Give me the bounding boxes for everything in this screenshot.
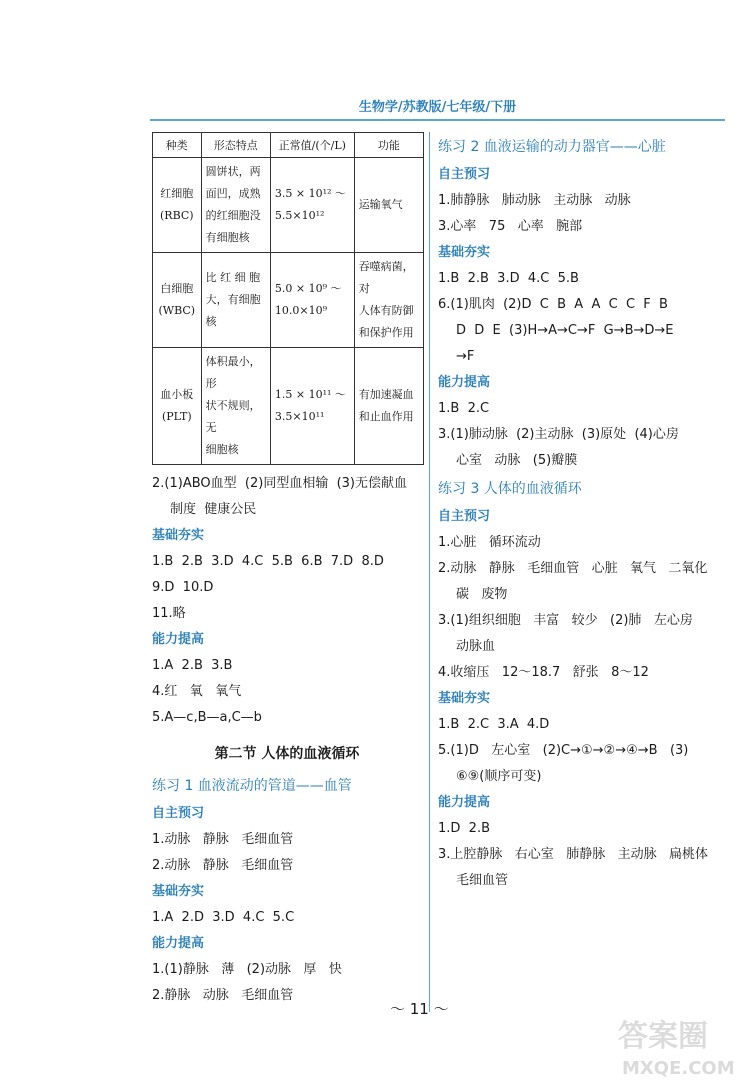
answer-line: 9.D 10.D (152, 580, 214, 595)
answer-line: 4.收缩压 12～18.7 舒张 8～12 (438, 665, 649, 680)
answer-line: 1.心脏 循环流动 (438, 535, 541, 550)
cell-shape: 比 红 细 胞 大，有细胞 核 (201, 253, 270, 348)
cell-value: 5.0 × 10⁹ ～ 10.0×10⁹ (270, 253, 354, 348)
answer-line: 6.(1)肌肉 (2)D C B A A C C F B (438, 297, 668, 312)
answer-line: 1.B 2.C (438, 401, 490, 416)
answer-line: D D E (3)H→A→C→F G→B→D→E (456, 323, 674, 338)
watermark-url: MXQE.COM (622, 1058, 735, 1079)
answer-line: 3.上腔静脉 右心室 肺静脉 主动脉 扁桃体 (438, 847, 708, 862)
subsection-label: 能力提高 (152, 936, 205, 951)
table-header-cell: 功能 (354, 133, 423, 158)
exercise-title: 练习 2 血液运输的动力器官——心脏 (438, 139, 666, 155)
answer-line: →F (456, 349, 475, 364)
table-header-cell: 正常值/(个/L) (270, 133, 354, 158)
subsection-label: 能力提高 (438, 795, 491, 810)
subsection-label: 能力提高 (438, 375, 491, 390)
page-number: ～ 11 ～ (390, 1000, 449, 1018)
answer-line: 1.(1)静脉 薄 (2)动脉 厚 快 (152, 962, 342, 977)
watermark-logo (614, 1012, 744, 1080)
cell-value: 1.5 × 10¹¹ ～ 3.5×10¹¹ (270, 348, 354, 465)
subsection-label: 基础夯实 (152, 884, 205, 899)
answer-line: 制度 健康公民 (170, 502, 257, 517)
right-column (438, 132, 728, 894)
table-header-cell: 形态特点 (201, 133, 270, 158)
column-divider (429, 132, 430, 1012)
answer-line: 1.B 2.C 3.A 4.D (438, 717, 550, 732)
section-title: 第二节 人体的血液循环 (214, 746, 360, 762)
answer-line: 3.(1)肺动脉 (2)主动脉 (3)原处 (4)心房 (438, 427, 679, 442)
subsection-label: 自主预习 (438, 509, 491, 524)
answer-line: 心室 动脉 (5)瓣膜 (456, 453, 578, 468)
subsection-label: 基础夯实 (438, 691, 491, 706)
answer-line: 3.心率 75 心率 腕部 (438, 219, 583, 234)
answer-line: 1.B 2.B 3.D 4.C 5.B 6.B 7.D 8.D (152, 554, 384, 569)
subsection-label: 基础夯实 (438, 245, 491, 260)
header-rule (150, 119, 725, 121)
cell-type: 白细胞 (WBC) (153, 253, 202, 348)
cell-value: 3.5 × 10¹² ～ 5.5×10¹² (270, 158, 354, 253)
answer-line: 11.略 (152, 606, 186, 621)
answer-line: 1.动脉 静脉 毛细血管 (152, 832, 294, 847)
running-header: 生物学/苏教版/七年级/下册 (358, 100, 517, 115)
cell-shape: 体积最小，形 状不规则，无 细胞核 (201, 348, 270, 465)
cell-type: 红细胞 (RBC) (153, 158, 202, 253)
watermark-text: 答案圈 (618, 1019, 708, 1054)
table-row (153, 253, 424, 348)
answer-line: 5.(1)D 左心室 (2)C→①→②→④→B (3) (438, 743, 689, 758)
cell-function: 运输氧气 (354, 158, 423, 253)
answer-line: 5.A—c,B—a,C—b (152, 710, 262, 725)
answer-line: 1.A 2.D 3.D 4.C 5.C (152, 910, 295, 925)
left-column (152, 132, 422, 1009)
subsection-label: 自主预习 (438, 167, 491, 182)
answer-line: 1.D 2.B (438, 821, 490, 836)
exercise-title: 练习 3 人体的血液循环 (438, 481, 582, 497)
subsection-label: 能力提高 (152, 632, 205, 647)
answer-line: 1.A 2.B 3.B (152, 658, 233, 673)
answer-line: ⑥⑨(顺序可变) (456, 769, 542, 784)
cell-function: 吞噬病菌，对 人体有防御 和保护作用 (354, 253, 423, 348)
table-header-row (153, 133, 424, 158)
answer-line: 2.动脉 静脉 毛细血管 (152, 858, 294, 873)
answer-line: 1.B 2.B 3.D 4.C 5.B (438, 271, 579, 286)
answer-line: 2.动脉 静脉 毛细血管 心脏 氧气 二氧化 (438, 561, 708, 576)
answer-line: 3.(1)组织细胞 丰富 较少 (2)肺 左心房 (438, 613, 693, 628)
answer-line: 碳 废物 (456, 587, 508, 602)
answer-line: 动脉血 (456, 639, 496, 654)
table-header-cell: 种类 (153, 133, 202, 158)
answer-line: 2.静脉 动脉 毛细血管 (152, 988, 294, 1003)
table-row (153, 348, 424, 465)
answer-line: 1.肺静脉 肺动脉 主动脉 动脉 (438, 193, 631, 208)
subsection-label: 基础夯实 (152, 528, 205, 543)
answer-line: 2.(1)ABO血型 (2)同型血相输 (3)无偿献血 (152, 476, 407, 491)
table-row (153, 158, 424, 253)
exercise-title: 练习 1 血液流动的管道——血管 (152, 778, 352, 794)
cell-function: 有加速凝血 和止血作用 (354, 348, 423, 465)
answer-line: 4.红 氧 氧气 (152, 684, 242, 699)
cell-shape: 圆饼状，两 面凹，成熟 的红细胞没 有细胞核 (201, 158, 270, 253)
subsection-label: 自主预习 (152, 806, 205, 821)
answer-line: 毛细血管 (456, 873, 509, 888)
blood-cell-table (152, 132, 424, 465)
cell-type: 血小板 (PLT) (153, 348, 202, 465)
